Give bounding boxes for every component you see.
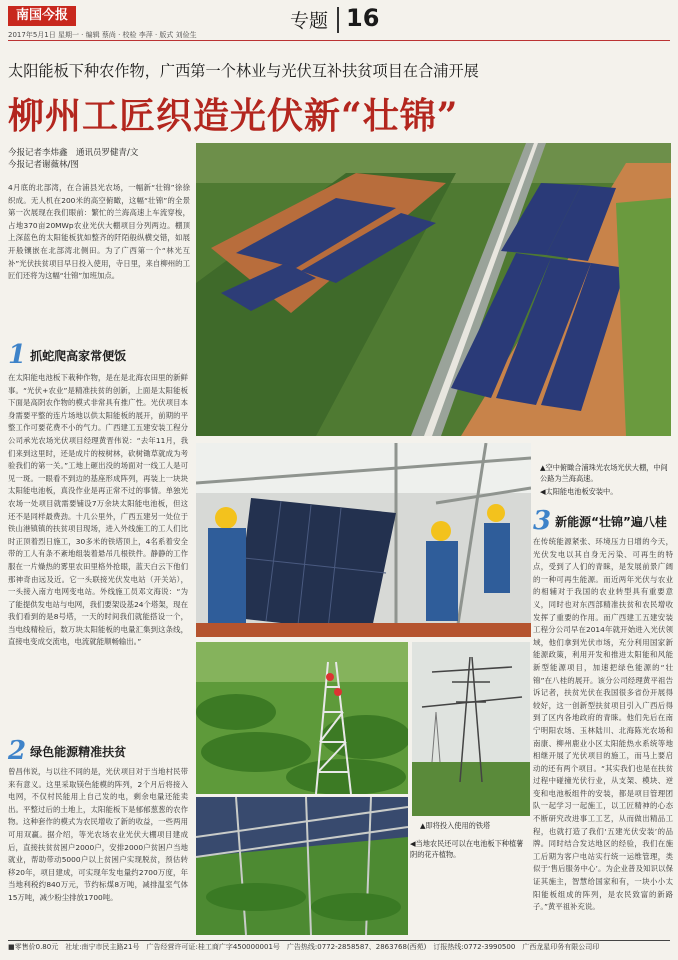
section-1-title: 抓蛇爬高家常便饭 (30, 348, 127, 363)
headline: 柳州工匠织造光伏新“壮锦” (8, 95, 459, 137)
footer-info: ■零售价0.80元 社址:南宁市民主路21号 广告经营许可证:桂工商广字450000001号 广告热线:0772-2858587、2863768(西苑) 订报热线:0772-3990500 广西龙星印务有限公司印 (8, 943, 600, 951)
masthead-logo: 南国今报 (8, 6, 76, 26)
tower-construction-photo (196, 642, 408, 794)
section-2-number: 2 (8, 736, 27, 766)
section-name: 专题 (290, 10, 329, 32)
aerial-solar-farm-photo (196, 143, 671, 436)
header-rule (8, 40, 670, 41)
section-3-body: 在传统能源紧张、环境压力日增的今天，光伏发电以其自身无污染、可再生的特点，受到了人们的青睐，是发展前景广阔的一种可再生能源。而近两年光伏与农业的相辅对于我国的农业转型具有重要意义，同时也对东西部精准扶贫和农民增收发挥了重要的作用。而广西建工五建安装工程分公司早在2014年就开始进入光伏领域，他们拿到光伏市场，充分利用国家新能源政策，利用开发和推进太阳能和风能新型能源项目，加速把绿色能源的“壮锦”在八桂的展开。该分公司经理黄平祖告诉记者，扶贫光伏在我国很多省份开展得较好，这一创新型扶贫项目引入广西后得到了区内各地政府的青睐。他们先后在南宁明阳农场、玉林陆川、北海陈光农场和南康、柳州鹿业小区太阳能热水系统等地相继开展了光伏项目的施工，而马上要启动的还有两个项目。“其实我们也是在扶贫过程中碰撞光伏行业，从支架、模块、逆变和电池板组件的安装，都是项目管理团队一起学习一起施工，以工匠精神的心态不断研究改进事工工艺，从而做出精品工程，也就打造了我们‘五建光伏安装’的品牌。同时结合发达地区的经验，我们在施工后期为客户电站实行统一运维管理，类似于‘售后服务中心’。为企业普及知识以保证其施主，智慧给国家和有，一块小小太阳能板组成的阵列，是农民致富的新路子。”黄平祖补充说。 (533, 537, 673, 912)
issue-line: 2017年5月1日 星期一 · 编辑 蔡尚 · 校检 李萍 · 版式 刘俭生 (8, 31, 197, 39)
page-number: 16 (346, 4, 380, 32)
caption-tower: ▲即将投入使用的铁塔 (420, 821, 491, 830)
section-3-title: 新能源“壮锦”遍八桂 (555, 514, 667, 529)
caption-aerial: ▲空中俯瞰合浦珠光农场光伏大棚，中间公路为兰海高速。 (540, 463, 668, 483)
crops-under-panels-photo (196, 797, 408, 935)
panel-installation-photo (196, 443, 531, 637)
section-2-body: 曾昌伟说，与以往不同的是，光伏项目对于当地村民带来有意义。这里采取镁色能模的阵列，2个月后将接入电网，不仅村民能用上自己发的电，剩余电量还能卖出。平整过后的土地上，太阳能板下是郁郁葱葱的农作物。这种套作的模式为农民增收了新的收益，一些两用可用双赢。据介绍，等光农场农业光伏大棚项目建成后，直接扶贫贫困户2000户，安排2000户贫困户当地就业，帮助带动5000户以上贫困户实现脱贫，预估转移20年，项目建成，可实现年发电量约2700万度，年当地利税约840万元，节约标煤8万吨，减排温室气体15万吨，减少粉尘排放1700吨。 (8, 767, 188, 902)
section-2-heading (8, 736, 126, 766)
section-3-number: 3 (533, 506, 552, 536)
section-1-heading (8, 340, 126, 370)
byline-photo: 今报记者谢薇林/图 (8, 160, 79, 170)
section-1-number: 1 (8, 340, 27, 370)
kicker-title: 太阳能板下种农作物，广西第一个林业与光伏互补扶贫项目在合浦开展 (8, 62, 479, 80)
caption-crops: ◀当地农民还可以在电池板下种植薯阴的花卉植物。 (410, 839, 524, 859)
section-3-heading (533, 506, 667, 536)
footer-rule (8, 940, 670, 941)
caption-install: ◀太阳能电池板安装中。 (540, 487, 618, 496)
section-divider (337, 7, 339, 33)
transmission-tower-photo (412, 642, 530, 816)
intro-paragraph: 4月底的北部湾，在合浦县光农场，一幅新“壮锦”徐徐织成。无人机在200米的高空俯瞰，这幅“壮锦”的全景第一次展现在我们眼前：繁忙的兰海高速上车流穿梭，占地370亩20MWp农业光伏大棚项目分列两边。棚顶上深蓝色的太阳能板犹如整齐的阡陌般纵横交错，如展开般镶嵌在北部湾北侧田。为了广西第一个“林光互补”光伏扶贫项目早日投入使用，寺日里，来自柳州的工匠们还将为这幅“壮锦”加班加点。 (8, 183, 190, 281)
section-1-body: 在太阳能电池板下栽种作物，是在是北海农田里的新鲜事。“光伏+农业”是精准扶贫的创新，上面是太阳能板下面是高阴农作物的模式非常具有推广性。光伏项目本身需要平整的连片场地以供太阳能板的展开，前期的平整工作可要花费不小的气力。广西建工五建安装工程分公司承光农场光伏项目经理黄晋伟说：“去年11月，我们来到这里时，还是成片的桉树林，砍树锄草就成为考验我们的第一关。”工地上砸出没的场面对一线工人是可见一斑。一眼看不到边的基座形成阵列，再装上一块块太阳能电池板，真没作业是再正常不过的事情。单独光农场一处项目就需要铺设7万余块太阳能电池板，但这还不是同样最费劲。十几公里外，广西五建另一处位于铁山港镇镇的扶贫项目现场，进入外线施工的工人们比时正顶着烈日施工，30多米的铁塔顶上，4名系着安全带的工人有条不紊地组装着悬吊几根铁件。静静的工作服在一片燥热的雾里农田里格外抢眼，蓝天白云下他们那神奇由远及近。它一头联接光伏发电站（开关站），一头接入南方电网变电站。外线施工员邓文海说：“为了能提供发电站与电网，我们要架设基24个塔架，现在我们看到的是8号塔，一天的时间我们就能搭设一个，当电线精检后，数万块太阳能板的电量汇集到这条线，直接电变成交流电，电流就能顺畅输出。” (8, 373, 188, 647)
section-2-title: 绿色能源精准扶贫 (30, 744, 127, 759)
byline-text: 今报记者李炜鑫 通讯员罗健青/文 (8, 148, 139, 158)
